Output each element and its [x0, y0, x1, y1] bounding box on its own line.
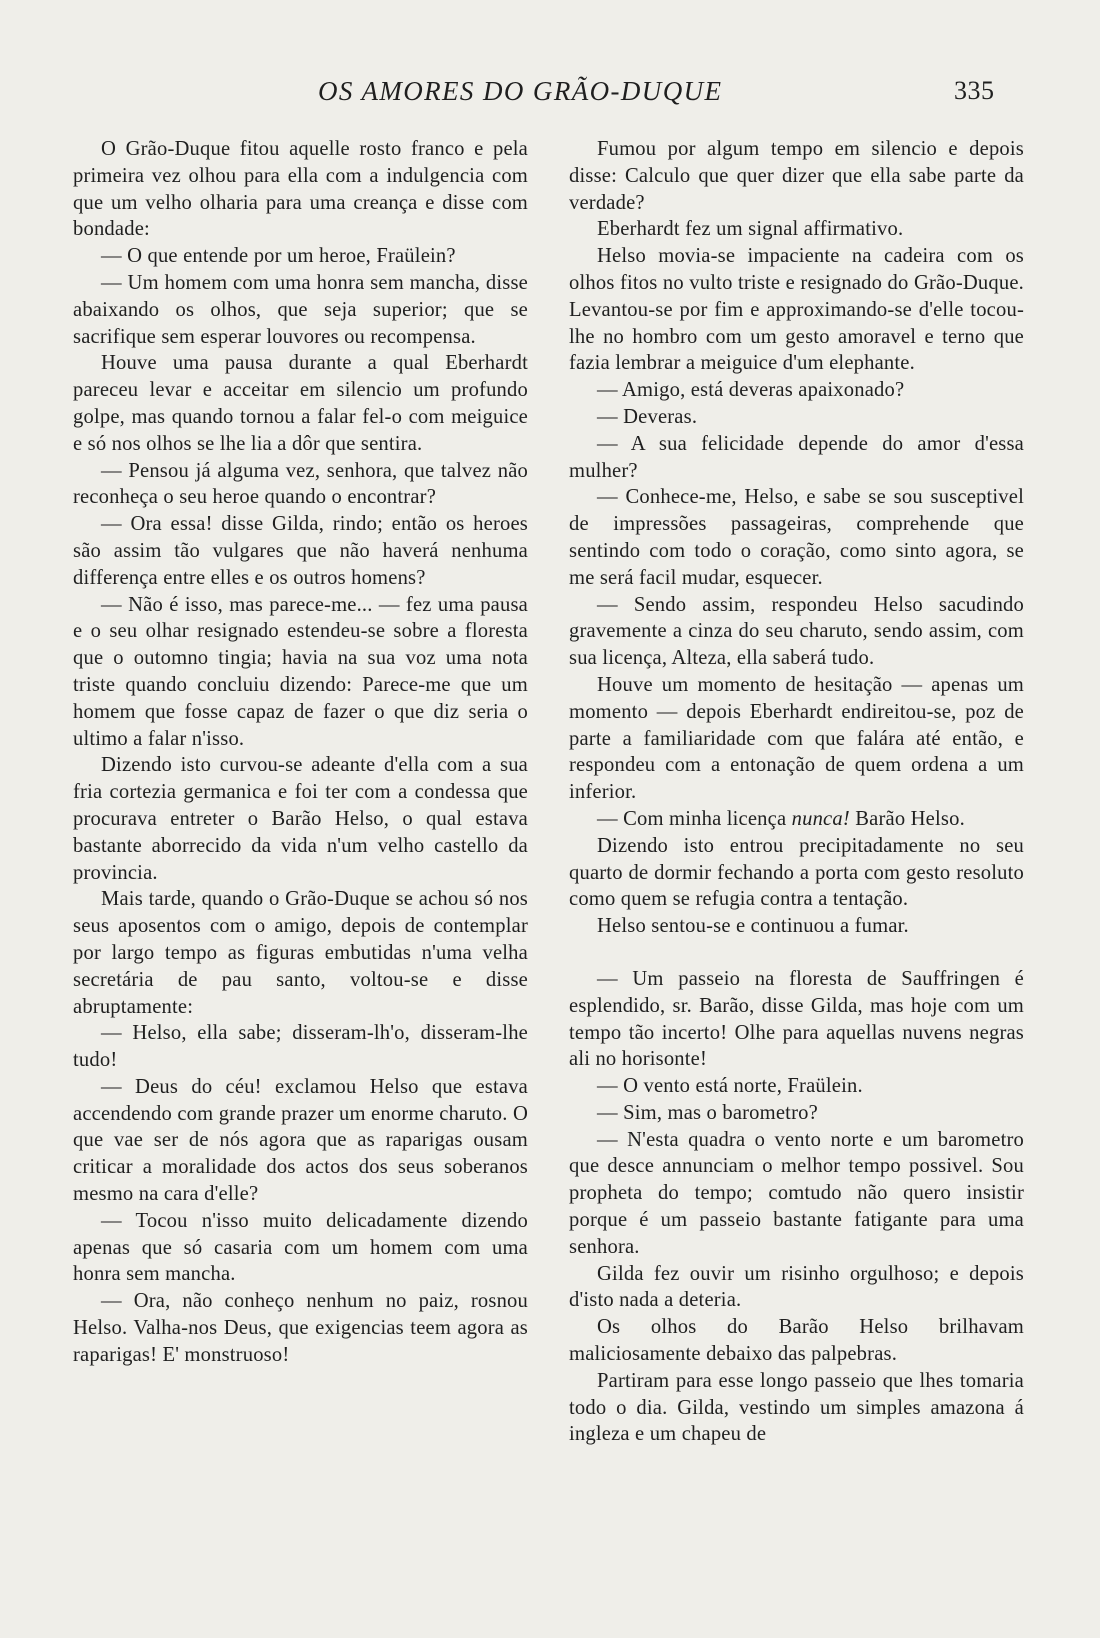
page-number: 335 [954, 76, 995, 105]
paragraph: Dizendo isto curvou-se adeante d'ella com a sua fria cortezia germanica e foi ter com a condessa que procurava entreter o Barão Helso, o qual estava bastante aborrecido da vida n'um velho castello da provincia. [73, 754, 528, 884]
left-column [73, 136, 528, 1369]
paragraph: — Helso, ella sabe; disseram-lh'o, disseram-lhe tudo! [73, 1022, 528, 1072]
paragraph: Eberhardt fez um signal affirmativo. [597, 218, 904, 241]
paragraph: Partiram para esse longo passeio que lhes tomaria todo o dia. Gilda, vestindo um simples amazona á ingleza e um chapeu de [569, 1369, 1024, 1446]
paragraph: — Sendo assim, respondeu Helso sacudindo gravemente a cinza do seu charuto, sendo assim, com sua licença, Alteza, ella saberá tudo. [569, 593, 1024, 670]
paragraph: — A sua felicidade depende do amor d'essa mulher? [569, 432, 1024, 482]
paragraph: Helso movia-se impaciente na cadeira com os olhos fitos no vulto triste e resignado do Grão-Duque. Levantou-se por fim e approximando-se d'elle tocou-lhe no hombro com um gesto amoravel e terno que fazia lembrar a meiguice d'um elephante. [569, 245, 1024, 375]
page-header [0, 76, 1100, 112]
emphasized-text: nunca! [791, 807, 850, 830]
paragraph: — Ora, não conheço nenhum no paiz, rosnou Helso. Valha-nos Deus, que exigencias teem agora as raparigas! E' monstruoso! [73, 1290, 528, 1366]
paragraph: — Amigo, está deveras apaixonado? [597, 379, 905, 402]
text-run: — Com minha licença [597, 807, 792, 830]
text-run: Barão Helso. [849, 807, 965, 830]
paragraph: O Grão-Duque fitou aquelle rosto franco e pela primeira vez olhou para ella com a indulgencia com que um velho olharia para uma creança e disse com bondade: [73, 138, 528, 241]
paragraph: — Tocou n'isso muito delicadamente dizendo apenas que só casaria com um homem com uma honra sem mancha. [73, 1209, 528, 1286]
paragraph: — Conhece-me, Helso, e sabe se sou susceptivel de impressões passageiras, comprehende que sentindo com todo o coração, como sinto agora, se me será facil mudar, esquecer. [569, 486, 1024, 589]
paragraph: Houve um momento de hesitação — apenas um momento — depois Eberhardt endireitou-se, poz de parte a familiaridade com que falára até então, e respondeu com a entonação de quem ordena a um inferior. [569, 673, 1024, 804]
paragraph: Gilda fez ouvir um risinho orgulhoso; e depois d'isto nada a deteria. [569, 1262, 1024, 1312]
paragraph: — Pensou já alguma vez, senhora, que talvez não reconheça o seu heroe quando o encontrar? [73, 459, 528, 509]
paragraph: Houve uma pausa durante a qual Eberhardt pareceu levar e acceitar em silencio um profundo golpe, mas quando tornou a falar fel-o com meiguice e só nos olhos se lhe lia a dôr que sentira. [73, 352, 528, 455]
paragraph: — N'esta quadra o vento norte e um barometro que desce annunciam o melhor tempo possivel. Sou propheta do tempo; comtudo não quero insistir porque é um passeio bastante fatigante para uma senhora. [569, 1128, 1024, 1258]
paragraph: — Um passeio na floresta de Sauffringen é esplendido, sr. Barão, disse Gilda, mas hoje com um tempo tão incerto! Olhe para aquellas nuvens negras ali no horisonte! [569, 967, 1024, 1071]
paragraph: Fumou por algum tempo em silencio e depois disse: Calculo que quer dizer que ella sabe parte da verdade? [569, 138, 1024, 214]
running-title: OS AMORES DO GRÃO-DUQUE [318, 76, 723, 106]
paragraph [569, 806, 1024, 833]
paragraph: — Sim, mas o barometro? [597, 1101, 818, 1124]
paragraph: — Deveras. [597, 405, 698, 428]
paragraph: — O que entende por um heroe, Fraülein? [101, 245, 456, 268]
paragraph: — Deus do céu! exclamou Helso que estava accendendo com grande prazer um enorme charuto. O que vae ser de nós agora que as raparigas ousam criticar a moralidade dos actos dos seus soberanos mesmo na cara d'elle? [73, 1075, 528, 1206]
right-column [569, 136, 1024, 1448]
paragraph: Os olhos do Barão Helso brilhavam maliciosamente debaixo das palpebras. [569, 1316, 1024, 1366]
paragraph: — Ora essa! disse Gilda, rindo; então os heroes são assim tão vulgares que não haverá nenhuma differença entre elles e os outros homens? [73, 513, 528, 589]
paragraph: — Não é isso, mas parece-me... — fez uma pausa e o seu olhar resignado estendeu-se sobre a floresta que o outomno tingia; havia na sua voz uma nota triste quando concluiu dizendo: Parece-me que um homem que fosse capaz de fazer o que diz seria o ultimo a falar n'isso. [73, 593, 528, 750]
paragraph: — O vento está norte, Fraülein. [597, 1075, 863, 1098]
paragraph: — Um homem com uma honra sem mancha, disse abaixando os olhos, que seja superior; que se sacrifique sem esperar louvores ou recompensa. [73, 271, 528, 348]
paragraph: Mais tarde, quando o Grão-Duque se achou só nos seus aposentos com o amigo, depois de contemplar por largo tempo as figuras embutidas n'uma velha secretária de pau santo, voltou-se e disse abruptamente: [73, 888, 528, 1018]
paragraph: Dizendo isto entrou precipitadamente no seu quarto de dormir fechando a porta com gesto resoluto como quem se refugia contra a tentação. [569, 834, 1024, 911]
section-break [569, 940, 1024, 966]
paragraph: Helso sentou-se e continuou a fumar. [597, 915, 909, 938]
